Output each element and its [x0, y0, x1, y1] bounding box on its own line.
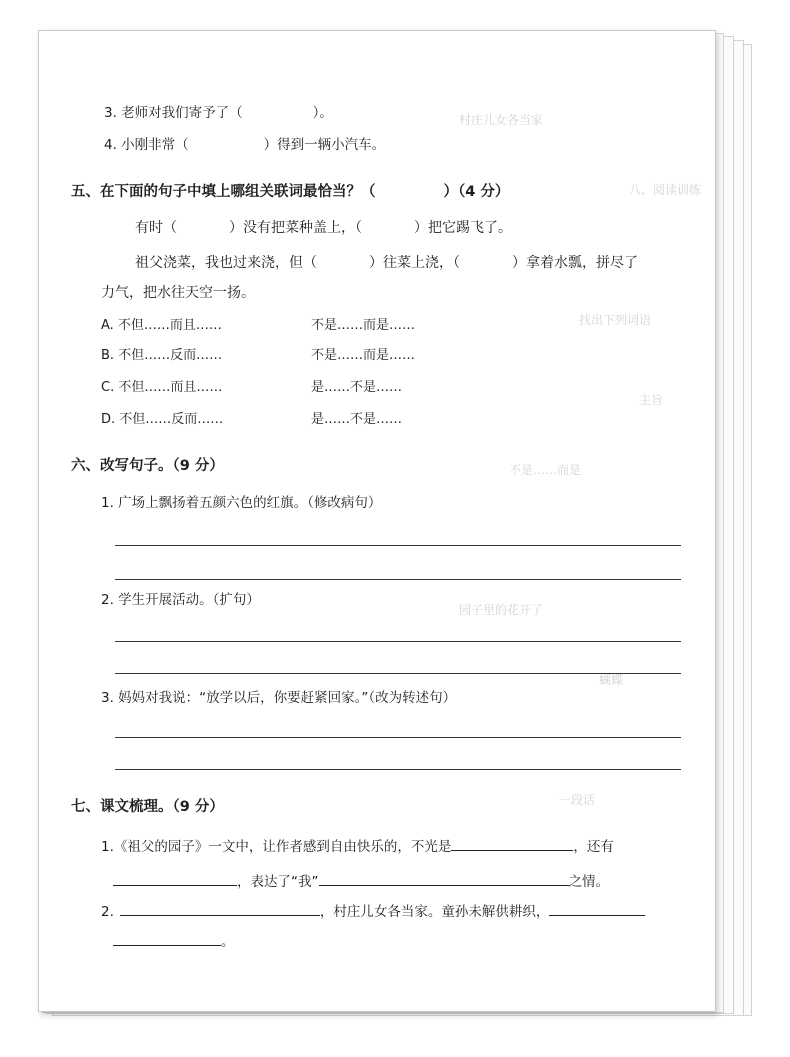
- question-4: [104, 136, 385, 154]
- section-5-sentence-2: 祖父浇菜，我也过来浇，但（ ）往菜上浇，（ ）拿着水瓢，拼尽了: [135, 255, 638, 271]
- section-6-item-2: 2. 学生开展活动。（扩句）: [101, 592, 260, 608]
- fill-blank[interactable]: [549, 901, 645, 916]
- option-c-left: C. 不但……而且……: [101, 380, 223, 395]
- fill-blank[interactable]: [120, 901, 320, 916]
- section-5-title-score: ）（4 分）: [443, 184, 510, 200]
- answer-line[interactable]: [115, 579, 681, 580]
- bleed-through-text: 不是……而是: [509, 463, 582, 477]
- bleed-through-text: 蝴蝶: [599, 673, 624, 687]
- bleed-through-text: 一段话: [559, 793, 596, 807]
- option-d-left: D. 不但……反而……: [101, 412, 224, 427]
- option-c-right: 是……不是……: [311, 380, 403, 395]
- section-5-sentence-2-cont: 力气，把水往天空一扬。: [101, 285, 255, 301]
- section-5-sentence-1: 有时（ ）没有把菜种盖上，（ ）把它踢飞了。: [135, 220, 512, 236]
- question-3-prefix: 3. 老师对我们寄予了（: [104, 105, 243, 121]
- answer-line[interactable]: [115, 769, 681, 770]
- option-d-right: 是……不是……: [311, 412, 403, 427]
- fill-blank[interactable]: [451, 836, 573, 851]
- bleed-through-text: 村庄儿女各当家: [459, 113, 544, 127]
- bleed-through-text: 找出下列词语: [579, 313, 652, 327]
- fill-blank[interactable]: [113, 931, 221, 946]
- question-4-prefix: 4. 小刚非常（: [104, 137, 189, 153]
- answer-line[interactable]: [115, 641, 681, 642]
- section-6-item-1: 1. 广场上飘扬着五颜六色的红旗。（修改病句）: [101, 495, 382, 511]
- bleed-through-text: 园子里的花开了: [459, 603, 544, 617]
- option-a-right: 不是……而是……: [311, 318, 416, 333]
- section-5-title: [71, 182, 509, 202]
- option-b-right: 不是……而是……: [311, 348, 416, 363]
- bleed-through-text: 八、阅读训练: [629, 183, 702, 197]
- fill-blank[interactable]: [113, 871, 237, 886]
- option-a-left: A. 不但……而且……: [101, 318, 222, 333]
- section-7-q2-line1: 2. ，村庄儿女各当家。童孙未解供耕织，: [101, 901, 645, 921]
- section-6-title: 六、改写句子。（9 分）: [71, 458, 224, 474]
- worksheet-page: [38, 30, 716, 1012]
- question-4-suffix: ）得到一辆小汽车。: [263, 137, 386, 153]
- section-7-q1-line1: 1.《祖父的园子》一文中，让作者感到自由快乐的，不光是 ，还有: [101, 836, 614, 856]
- section-6-item-3: 3. 妈妈对我说：“放学以后，你要赶紧回家。”（改为转述句）: [101, 690, 457, 706]
- question-3: [104, 104, 333, 122]
- section-7-q2-line2: 。: [113, 931, 235, 951]
- option-b-left: B. 不但……反而……: [101, 348, 223, 363]
- bleed-through-text: 主旨: [639, 393, 664, 407]
- section-7-title: 七、课文梳理。（9 分）: [71, 799, 224, 815]
- section-7-q1-line2: ，表达了“我” 之情。: [113, 871, 609, 891]
- answer-line[interactable]: [115, 737, 681, 738]
- answer-line[interactable]: [115, 673, 681, 674]
- fill-blank[interactable]: [319, 871, 569, 886]
- answer-line[interactable]: [115, 545, 681, 546]
- question-3-suffix: ）。: [312, 105, 333, 121]
- section-5-title-text: 五、在下面的句子中填上哪组关联词最恰当？（: [71, 184, 376, 200]
